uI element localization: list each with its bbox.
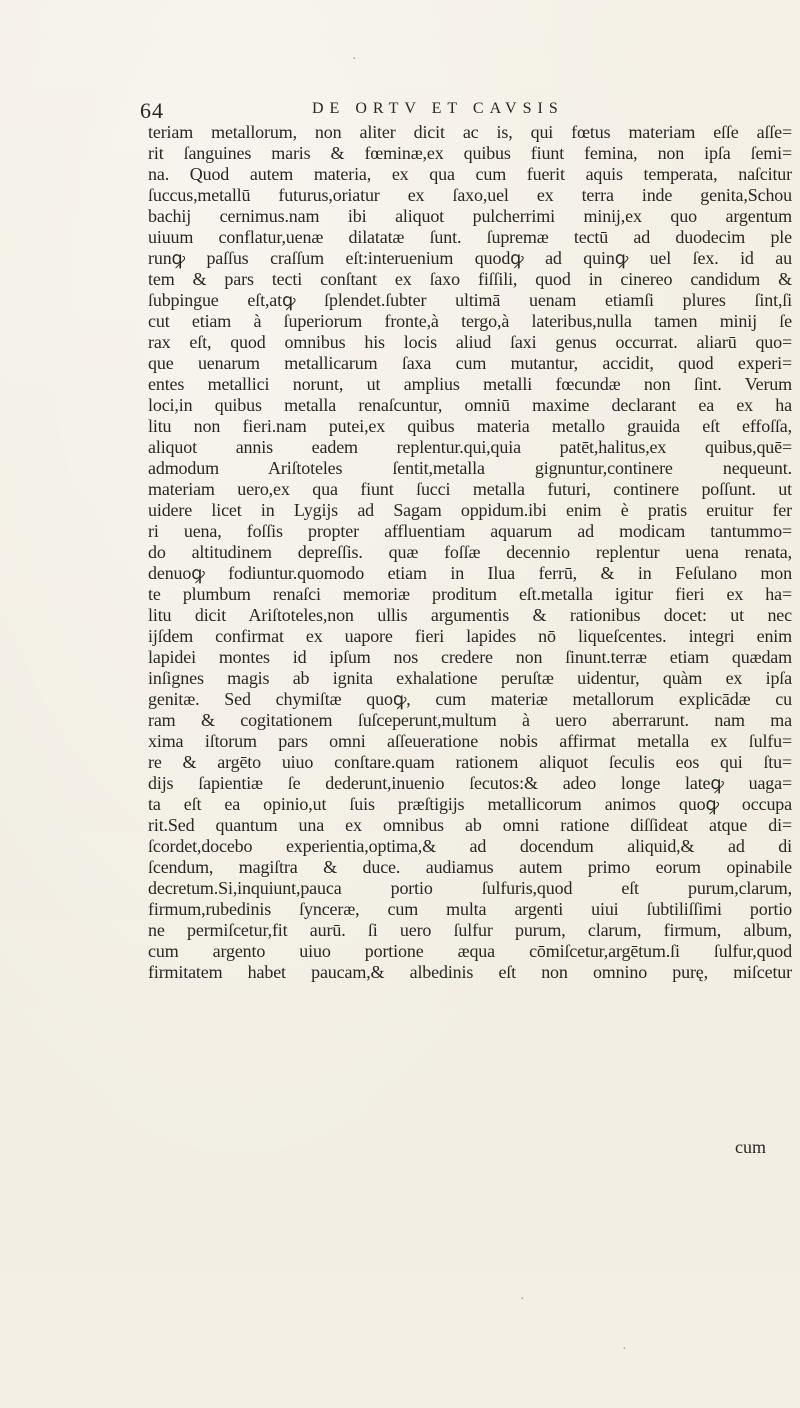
text-line: loci,in quibus metalla renaſcuntur, omniū maxime declarant ea ex ha bbox=[148, 395, 792, 415]
text-line: litu dicit Ariſtoteles,non ullis argumentis & rationibus docet: ut nec bbox=[148, 605, 792, 625]
text-line: re & argēto uiuo conſtare.quam rationem aliquot ſeculis eos qui ſtu= bbox=[148, 752, 792, 772]
text-line: materiam uero,ex qua fiunt ſucci metalla futuri, continere poſſunt. ut bbox=[148, 479, 792, 499]
text-line: uidere licet in Lygijs ad Sagam oppidum.ibi enim è pratis eruitur fer bbox=[148, 500, 792, 520]
text-line: rax eſt, quod omnibus his locis aliud ſaxi genus occurrat. aliarū quo= bbox=[148, 332, 792, 352]
text-line: ta eſt ea opinio,ut ſuis præſtigijs metallicorum animos quoꝙ occupa bbox=[148, 794, 792, 814]
text-line: admodum Ariſtoteles ſentit,metalla gignuntur,continere nequeunt. bbox=[148, 458, 792, 478]
text-line: ri uena, foſſis propter affluentiam aquarum ad modicam tantummo= bbox=[148, 521, 792, 541]
text-line: ram & cogitationem ſuſceperunt,multum à uero aberrarunt. nam ma bbox=[148, 710, 792, 730]
text-line: litu non fieri.nam putei,ex quibus materia metallo grauida eſt effoſſa, bbox=[148, 416, 792, 436]
text-line: ne permiſcetur,fit aurū. ſi uero ſulfur purum, clarum, firmum, album, bbox=[148, 920, 792, 940]
text-line: dijs ſapientiæ ſe dederunt,inuenio ſecutos:& adeo longe lateꝙ uaga= bbox=[148, 773, 792, 793]
text-line: ſcordet,docebo experientia,optima,& ad docendum aliquid,& ad di bbox=[148, 836, 792, 856]
body-text bbox=[148, 122, 792, 983]
text-line: bachij cernimus.nam ibi aliquot pulcherrimi minij,ex quo argentum bbox=[148, 206, 792, 226]
text-line: na. Quod autem materia, ex qua cum fuerit aquis temperata, naſcitur bbox=[148, 164, 792, 184]
text-line: runꝙ paſſus craſſum eſt:interuenium quodꝙ ad quinꝙ uel ſex. id au bbox=[148, 248, 792, 268]
catchword: cum bbox=[735, 1137, 766, 1157]
text-line: rit.Sed quantum una ex omnibus ab omni ratione diſſideat atque di= bbox=[148, 815, 792, 835]
text-line: cut etiam à ſuperiorum fronte,à tergo,à lateribus,nulla tamen minij ſe bbox=[148, 311, 792, 331]
text-line: genitæ. Sed chymiſtæ quoꝙ, cum materiæ metallorum explicādæ cu bbox=[148, 689, 792, 709]
text-line: lapidei montes id ipſum nos credere non ſinunt.terræ etiam quædam bbox=[148, 647, 792, 667]
text-line: uiuum conflatur,uenæ dilatatæ ſunt. ſupremæ tectū ad duodecim ple bbox=[148, 227, 792, 247]
text-line: inſignes magis ab ignita exhalatione peruſtæ uidentur, quàm ex ipſa bbox=[148, 668, 792, 688]
text-line: cum argento uiuo portione æqua cōmiſcetur,argētum.ſi ſulfur,quod bbox=[148, 941, 792, 961]
text-line: firmitatem habet paucam,& albedinis eſt non omnino purę, miſcetur bbox=[148, 962, 792, 982]
text-line: te plumbum renaſci memoriæ proditum eſt.metalla igitur fieri ex ha= bbox=[148, 584, 792, 604]
text-line: do altitudinem depreſſis. quæ foſſæ decennio replentur uena renata, bbox=[148, 542, 792, 562]
text-line: teriam metallorum, non aliter dicit ac is, qui fœtus materiam eſſe aſſe= bbox=[148, 122, 792, 142]
text-line: ſuccus,metallū futurus,oriatur ex ſaxo,uel ex terra inde genita,Schou bbox=[148, 185, 792, 205]
text-line: ſcendum, magiſtra & duce. audiamus autem primo eorum opinabile bbox=[148, 857, 792, 877]
running-head: DE ORTV ET CAVSIS bbox=[312, 100, 564, 117]
text-line: ijſdem confirmat ex uapore fieri lapides nō liqueſcentes. integri enim bbox=[148, 626, 792, 646]
text-line: firmum,rubedinis ſynceræ, cum multa argenti uiui ſubtiliſſimi portio bbox=[148, 899, 792, 919]
text-line: xima iſtorum pars omni aſſeueratione nobis affirmat metalla ex ſulfu= bbox=[148, 731, 792, 751]
text-line: aliquot annis eadem replentur.qui,quia patēt,halitus,ex quibus,quē= bbox=[148, 437, 792, 457]
text-line: que uenarum metallicarum ſaxa cum mutantur, accidit, quod experi= bbox=[148, 353, 792, 373]
text-line: entes metallici norunt, ut amplius metalli fœcundæ non ſint. Verum bbox=[148, 374, 792, 394]
margin-speck: · bbox=[622, 1342, 627, 1357]
text-line: tem & pars tecti conſtant ex ſaxo fiſſili, quod in cinereo candidum & bbox=[148, 269, 792, 289]
text-line: ſubpingue eſt,atꝙ ſplendet.ſubter ultimā uenam etiamſi plures ſint,ſi bbox=[148, 290, 792, 310]
margin-speck: · bbox=[352, 52, 357, 67]
margin-speck: · bbox=[520, 1292, 525, 1307]
text-line: denuoꝙ fodiuntur.quomodo etiam in Ilua ferrū, & in Feſulano mon bbox=[148, 563, 792, 583]
text-line: rit ſanguines maris & fœminæ,ex quibus fiunt femina, non ipſa ſemi= bbox=[148, 143, 792, 163]
page-number: 64 bbox=[140, 98, 164, 123]
text-line: decretum.Si,inquiunt,pauca portio ſulfuris,quod eſt purum,clarum, bbox=[148, 878, 792, 898]
